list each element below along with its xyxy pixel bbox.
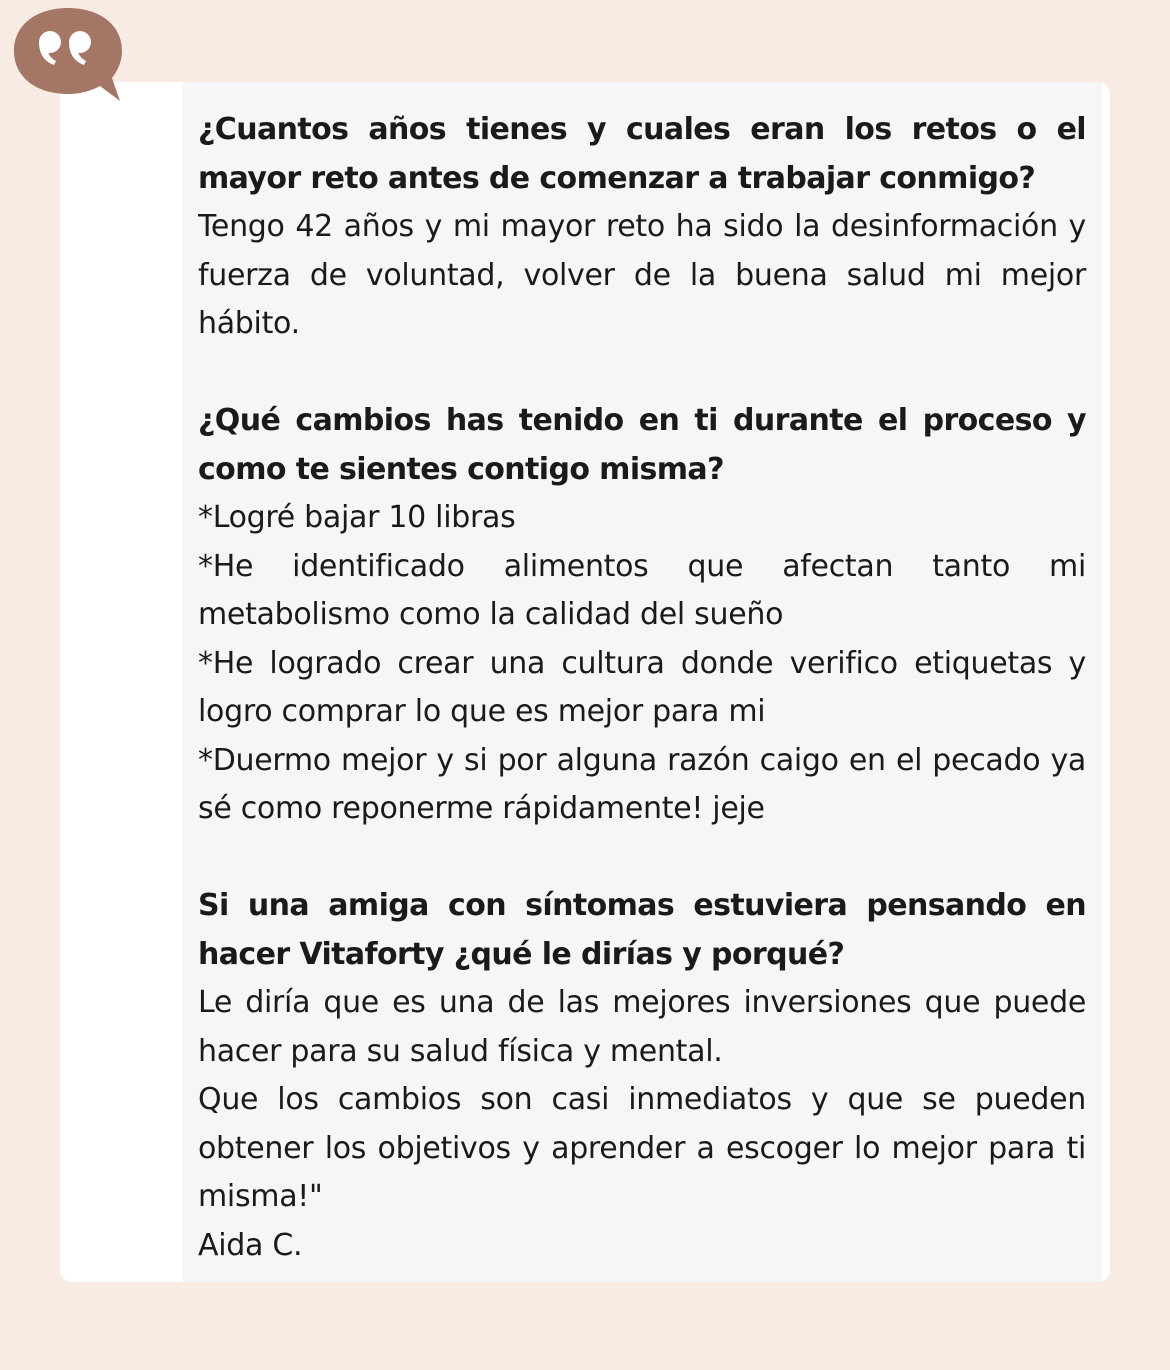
answer-2-item-1: *Logré bajar 10 libras	[198, 500, 516, 535]
answer-3-para-2: Que los cambios son casi inmediatos y que se pueden obtener los objetivos y aprender a escoger lo mejor para ti misma!"	[198, 1082, 1086, 1214]
question-3: Si una amiga con síntomas estuviera pensando en hacer Vitaforty ¿qué le dirías y porqué?	[198, 888, 1086, 972]
card-gutter	[60, 82, 182, 1282]
question-2: ¿Qué cambios has tenido en ti durante el proceso y como te sientes contigo misma?	[198, 403, 1086, 487]
quote-bubble-icon	[12, 4, 124, 106]
answer-2-item-3: *He logrado crear una cultura donde verifico etiquetas y logro comprar lo que es mejor para mi	[198, 645, 1086, 729]
answer-2-item-2: *He identificado alimentos que afectan tanto mi metabolismo como la calidad del sueño	[198, 548, 1086, 632]
answer-3-para-1: Le diría que es una de las mejores inversiones que puede hacer para su salud física y mental.	[198, 985, 1086, 1069]
answer-1: Tengo 42 años y mi mayor reto ha sido la desinformación y fuerza de voluntad, volver de la buena salud mi mejor hábito.	[198, 209, 1086, 341]
author-signature: Aida C.	[198, 1227, 303, 1263]
answer-2-item-4: *Duermo mejor y si por alguna razón caigo en el pecado ya sé como reponerme rápidamente! jeje	[198, 742, 1086, 826]
question-1: ¿Cuantos años tienes y cuales eran los retos o el mayor reto antes de comenzar a trabajar conmigo?	[198, 112, 1086, 196]
testimonial-content	[198, 106, 1086, 1270]
